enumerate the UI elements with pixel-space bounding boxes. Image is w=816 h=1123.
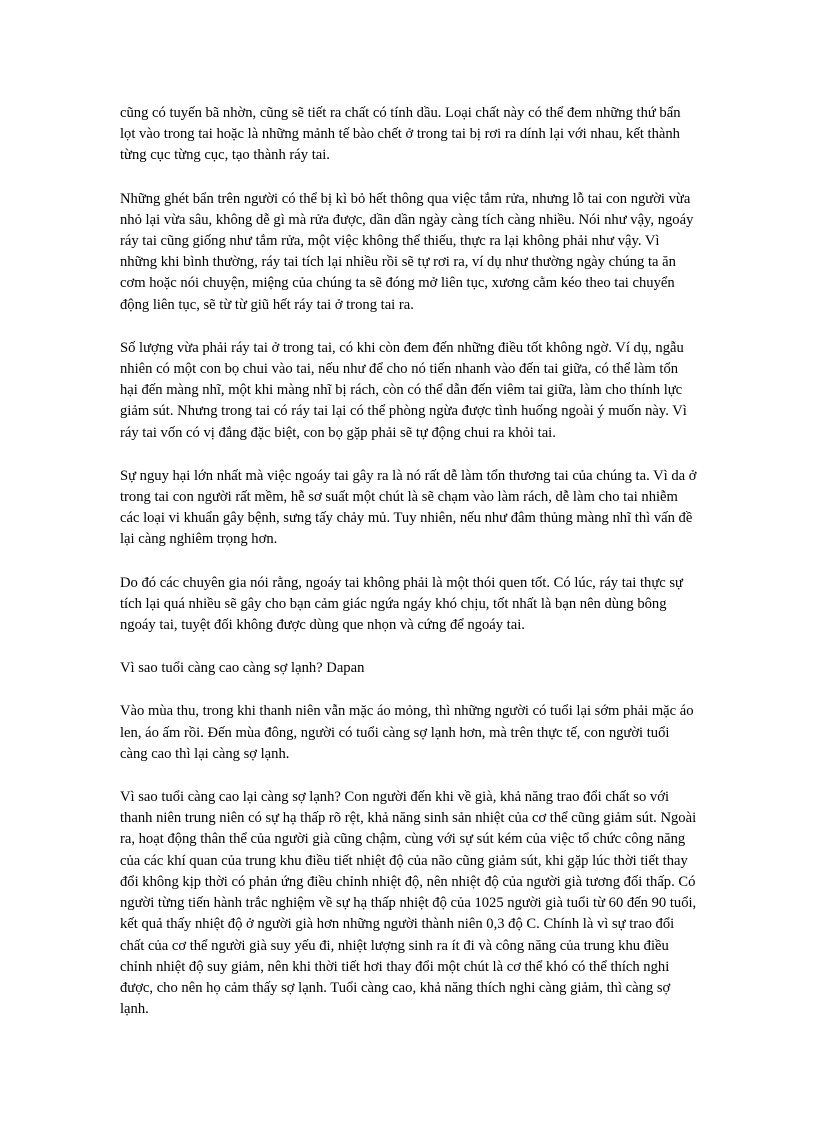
paragraph-benefits: Số lượng vừa phải ráy tai ở trong tai, có khi còn đem đến những điều tốt không ngờ. Ví dụ, ngẫu nhiên có một con bọ chui vào tai, nếu như để cho nó tiến nhanh vào đến tai giữa, có thể làm tổn hại đến màng nhĩ, một khi màng nhĩ bị rách, còn có thể dẫn đến viêm tai giữa, làm cho thính lực giảm sút. Nhưng trong tai có ráy tai lại có thể phòng ngừa được tình huống ngoài ý muốn này. Vì ráy tai vốn có vị đắng đặc biệt, con bọ gặp phải sẽ tự động chui ra khỏi tai. <box>120 339 687 441</box>
paragraph-autumn-winter: Vào mùa thu, trong khi thanh niên vẫn mặc áo mỏng, thì những người có tuổi lại sớm phải mặc áo len, áo ấm rồi. Đến mùa đông, người có tuổi càng sợ lạnh hơn, mà trên thực tế, con người tuổi càng cao thì lại càng sợ lạnh. <box>120 703 694 762</box>
paragraph-earwax-origin: cũng có tuyến bã nhờn, cũng sẽ tiết ra chất có tính dầu. Loại chất này có thể đem những thứ bẩn lọt vào trong tai hoặc là những mảnh tế bào chết ở trong tai bị rơi ra dính lại với nhau, kết thành từng cục từng cục, tạo thành ráy tai. <box>120 105 681 164</box>
paragraph-why-cold: Vì sao tuổi càng cao lại càng sợ lạnh? Con người đến khi về già, khả năng trao đổi chất so với thanh niên trung niên có sự hạ thấp rõ rệt, khả năng sinh sản nhiệt của cơ thể cũng giảm sút. Ngoài ra, hoạt động thân thể của người già cũng chậm, cùng với sự sút kém của việc tổ chức công năng của các khí quan của trung khu điều tiết nhiệt độ của não cũng giảm sút, khi gặp lúc thời tiết thay đổi không kịp thời có phản ứng điều chỉnh nhiệt độ, nên nhiệt độ của người già tương đối thấp. Có người từng tiến hành trắc nghiệm về sự hạ thấp nhiệt độ của 1025 người già tuổi từ 60 đến 90 tuổi, kết quả thấy nhiệt độ ở người già hơn những người thành niên 0,3 độ C. Chính là vì sự trao đổi chất của cơ thể người già suy yếu đi, nhiệt lượng sinh ra ít đi và công năng của trung khu điều chỉnh nhiệt độ suy giảm, nên khi thời tiết hơi thay đổi một chút là cơ thể khó có thể thích nghi được, cho nên họ cảm thấy sợ lạnh. Tuổi càng cao, khả năng thích nghi càng giảm, thì càng sợ lạnh. <box>120 789 697 1018</box>
paragraph-dangers: Sự nguy hại lớn nhất mà việc ngoáy tai gây ra là nó rất dễ làm tổn thương tai của chúng ta. Vì da ở trong tai con người rất mềm, hễ sơ suất một chút là sẽ chạm vào làm rách, dễ làm cho tai nhiễm các loại vi khuẩn gây bệnh, sưng tấy chảy mủ. Tuy nhiên, nếu như đâm thủng màng nhĩ thì vấn đề lại càng nghiêm trọng hơn. <box>120 467 697 548</box>
paragraph-cleaning: Những ghét bẩn trên người có thể bị kì bỏ hết thông qua việc tắm rửa, nhưng lỗ tai con người vừa nhỏ lại vừa sâu, không dễ gì mà rửa được, dần dần ngày càng tích càng nhiều. Nói như vậy, ngoáy ráy tai cũng giống như tắm rửa, một việc không thể thiếu, thực ra lại không phải như vậy. Vì những khi bình thường, ráy tai tích lại nhiều rồi sẽ tự rơi ra, ví dụ như thường ngày chúng ta ăn cơm hoặc nói chuyện, miệng của chúng ta sẽ đóng mở liên tục, xương cằm kéo theo tai chuyển động liên tục, sẽ từ từ giũ hết ráy tai ở trong tai ra. <box>120 190 694 313</box>
paragraph-expert-advice: Do đó các chuyên gia nói rằng, ngoáy tai không phải là một thói quen tốt. Có lúc, ráy tai thực sự tích lại quá nhiều sẽ gây cho bạn cảm giác ngứa ngáy khó chịu, tốt nhất là bạn nên dùng bông ngoáy tai, tuyệt đối không được dùng que nhọn và cứng để ngoáy tai. <box>120 574 683 634</box>
document-body <box>120 103 698 1042</box>
section-heading: Vì sao tuổi càng cao càng sợ lạnh? Dapan <box>120 660 365 677</box>
